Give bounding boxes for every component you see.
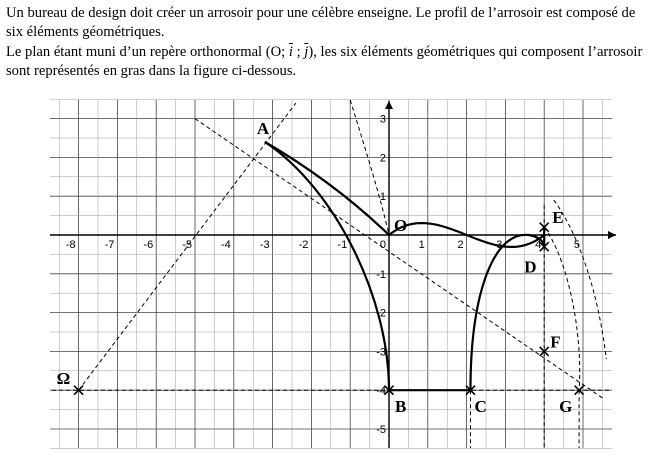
dashed-line-tangent xyxy=(195,119,602,398)
x-tick-label: -5 xyxy=(182,239,192,251)
watering-can-profile xyxy=(265,142,544,390)
y-tick-label: -1 xyxy=(376,268,386,281)
y-tick-label: -5 xyxy=(376,424,386,436)
point-label: O xyxy=(394,216,408,235)
x-tick-label: 3 xyxy=(496,239,503,251)
points xyxy=(57,119,584,416)
frame-close: ) xyxy=(308,44,314,60)
x-tick-label: -7 xyxy=(104,239,115,251)
x-tick-label: -2 xyxy=(298,239,309,251)
point-label: F xyxy=(550,332,561,352)
point-f xyxy=(540,332,561,356)
x-tick-label: 0 xyxy=(379,239,386,251)
x-axis-arrow xyxy=(608,231,616,239)
y-tick-label: -3 xyxy=(376,346,386,359)
statement-paragraph-1: Un bureau de design doit créer un arrosoir pour une célèbre enseigne. Le profil de l’arrosoir est composé de six éléments géométriques. xyxy=(6,5,636,40)
x-tick-label: -4 xyxy=(221,239,231,251)
frame-open: (O; xyxy=(265,44,289,60)
vector-j: $\overline{j}$ xyxy=(304,44,309,60)
x-tick-label: -6 xyxy=(143,239,154,251)
x-tick-label: -3 xyxy=(259,239,270,251)
x-tick-label: 5 xyxy=(573,239,580,251)
point-label: D xyxy=(524,257,537,277)
point-e xyxy=(540,208,564,232)
y-tick-label: 1 xyxy=(379,191,386,204)
point-label: G xyxy=(559,397,573,417)
x-tick-label: 4 xyxy=(535,239,542,251)
statement-part-1: Le plan étant muni d’un repère orthonormal xyxy=(6,44,266,60)
x-tick-label: 2 xyxy=(457,239,464,251)
tick-labels xyxy=(66,114,580,436)
point-label: A xyxy=(256,118,270,138)
point-a xyxy=(257,119,270,138)
frame-separator: ; xyxy=(292,44,305,60)
y-tick-label: 3 xyxy=(379,113,386,126)
point-label: Ω xyxy=(56,369,71,389)
vector-i: $\overline{i}$ xyxy=(288,44,293,60)
x-tick-label: -1 xyxy=(337,239,348,251)
y-axis-arrow xyxy=(385,101,393,109)
y-tick-label: -2 xyxy=(376,307,386,320)
point-label: B xyxy=(395,397,407,417)
y-tick-label: 2 xyxy=(379,152,386,165)
point-label: C xyxy=(474,397,487,417)
point-o xyxy=(394,216,407,235)
x-tick-label: 1 xyxy=(418,239,425,251)
y-tick-label: -4 xyxy=(376,385,386,398)
point-ω xyxy=(57,369,84,395)
point-label: E xyxy=(552,208,564,228)
x-tick-label: -8 xyxy=(65,239,76,251)
statement-part-2: , les six éléments géométriques qui composent l’arrosoir sont représentés en gras dans la figure ci-dessous. xyxy=(6,44,643,79)
dashed-curve-g xyxy=(544,227,580,390)
